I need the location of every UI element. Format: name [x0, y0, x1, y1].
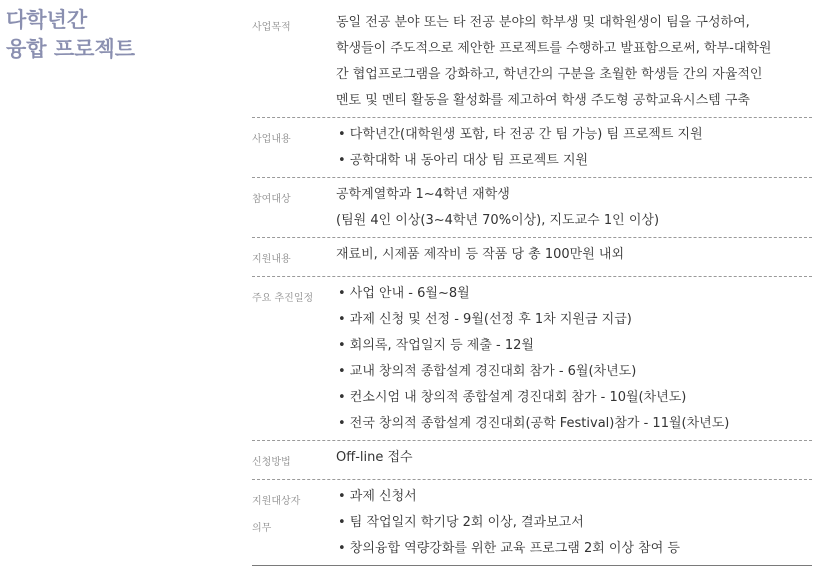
bullet-item: • 과제 신청서 [338, 489, 417, 504]
row-contents [252, 118, 812, 178]
row-schedule [252, 277, 812, 441]
content-line: 학생들이 주도적으로 제안한 프로젝트를 수행하고 발표함으로써, 학부-대학원 [336, 41, 772, 56]
bullet-item: • 사업 안내 - 6월~8월 [338, 286, 470, 301]
page-title [6, 6, 135, 64]
row-content [336, 484, 812, 562]
row-label: 사업목적 [252, 22, 291, 33]
row-label: 신청방법 [252, 457, 291, 468]
bullet-item: • 다학년간(대학원생 포함, 타 전공 간 팀 가능) 팀 프로젝트 지원 [338, 127, 703, 142]
bullet-item: • 전국 창의적 종합설계 경진대회(공학 Festival)참가 - 11월(차년도) [338, 416, 730, 431]
row-obligations [252, 480, 812, 566]
bullet-item: • 팀 작업일지 학기당 2회 이상, 결과보고서 [338, 515, 584, 530]
row-label: 지원내용 [252, 254, 291, 265]
program-info-table [252, 6, 812, 566]
row-content [336, 281, 812, 437]
row-content [336, 10, 812, 114]
content-line: Off-line 접수 [336, 450, 413, 465]
content-line: 재료비, 시제품 제작비 등 작품 당 총 100만원 내외 [336, 247, 625, 262]
row-content [336, 445, 812, 476]
row-content [336, 122, 812, 174]
row-content [336, 182, 812, 234]
row-eligibility [252, 178, 812, 238]
row-purpose [252, 6, 812, 118]
row-content [336, 242, 812, 273]
row-label: 주요 추진일정 [252, 293, 314, 304]
page-title-line-2: 융합 프로젝트 [6, 37, 136, 61]
content-line: (팀원 4인 이상(3~4학년 70%이상), 지도교수 1인 이상) [336, 213, 660, 228]
bullet-item: • 공학대학 내 동아리 대상 팀 프로젝트 지원 [338, 153, 589, 168]
bullet-item: • 회의록, 작업일지 등 제출 - 12월 [338, 338, 534, 353]
bullet-item: • 과제 신청 및 선정 - 9월(선정 후 1차 지원금 지급) [338, 312, 632, 327]
row-application-method [252, 441, 812, 480]
row-support [252, 238, 812, 277]
content-line: 동일 전공 분야 또는 타 전공 분야의 학부생 및 대학원생이 팀을 구성하여, [336, 15, 750, 30]
content-line: 멘토 및 멘티 활동을 활성화를 제고하여 학생 주도형 공학교육시스템 구축 [336, 93, 750, 108]
content-line: 간 협업프로그램을 강화하고, 학년간의 구분을 초월한 학생들 간의 자율적인 [336, 67, 763, 82]
bullet-item: • 창의융합 역량강화를 위한 교육 프로그램 2회 이상 참여 등 [338, 541, 680, 556]
row-label: 지원대상자 의무 [252, 496, 301, 534]
content-line: 공학계열학과 1~4학년 재학생 [336, 187, 510, 202]
row-label: 참여대상 [252, 194, 291, 205]
page-title-line-1: 다학년간 [6, 8, 88, 32]
bullet-item: • 교내 창의적 종합설계 경진대회 참가 - 6월(차년도) [338, 364, 637, 379]
row-label: 사업내용 [252, 134, 291, 145]
bullet-item: • 컨소시엄 내 창의적 종합설계 경진대회 참가 - 10월(차년도) [338, 390, 687, 405]
